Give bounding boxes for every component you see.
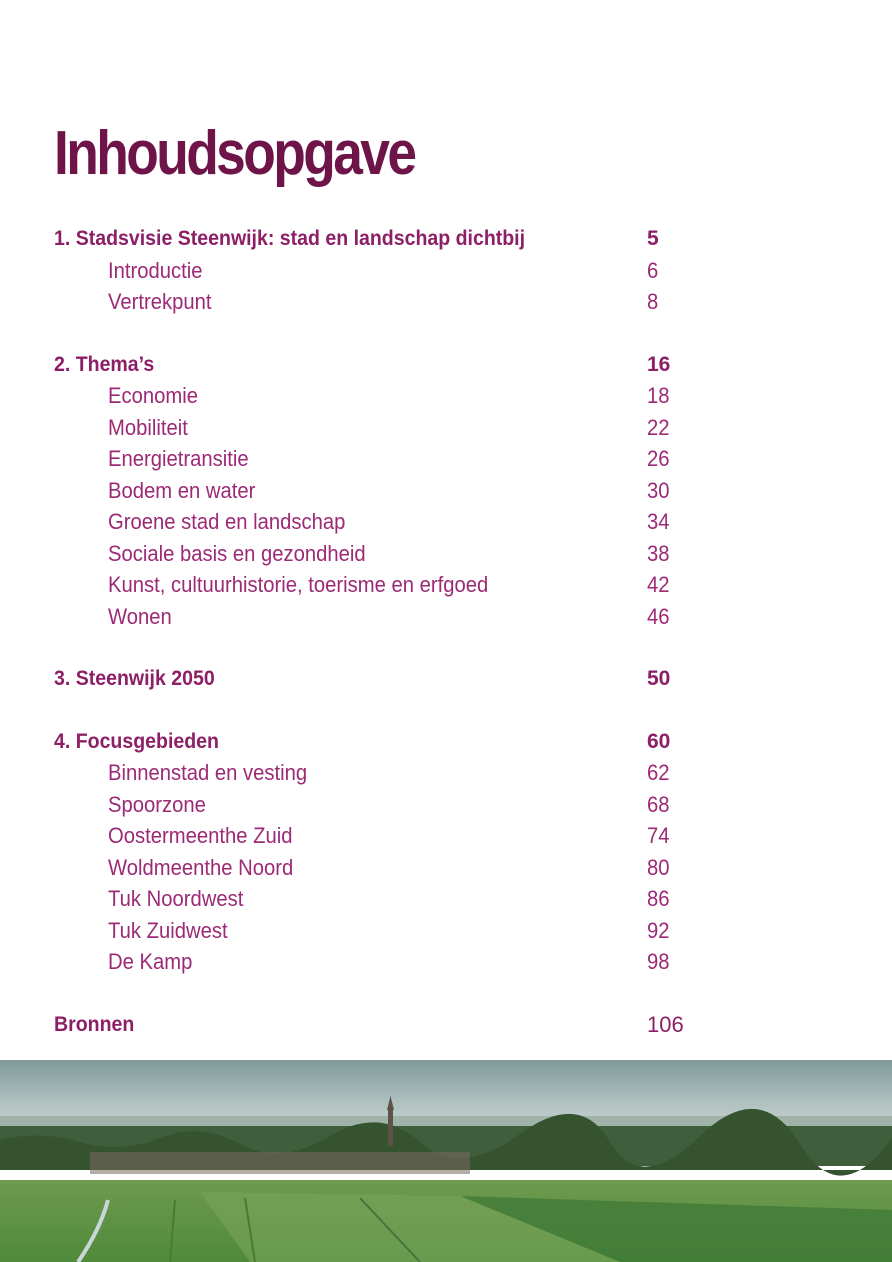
toc-item-page: 6	[647, 257, 659, 283]
toc-item[interactable]	[0, 255, 892, 287]
toc-item-label: Spoorzone	[108, 791, 206, 817]
toc-item-label: Mobiliteit	[108, 414, 188, 440]
page-title: Inhoudsopgave	[54, 119, 415, 188]
toc-item-label: Bodem en water	[108, 477, 256, 503]
toc-item[interactable]	[0, 852, 892, 884]
toc-item-page: 86	[647, 886, 670, 911]
toc-item-page: 62	[647, 760, 670, 785]
toc-item[interactable]	[0, 538, 892, 570]
toc-item-label: Wonen	[108, 603, 172, 629]
town-roofs	[90, 1152, 470, 1174]
toc-heading-label: 3. Steenwijk 2050	[54, 667, 215, 690]
toc-item[interactable]	[0, 601, 892, 633]
toc-item-page: 80	[647, 854, 670, 880]
toc-item-page: 42	[647, 572, 670, 597]
landscape-photo	[0, 1060, 892, 1262]
toc-item-label: Woldmeenthe Noord	[108, 854, 294, 880]
toc-item-label: Tuk Zuidwest	[108, 917, 228, 943]
toc-heading-page: 50	[647, 667, 671, 690]
toc-item-label: Binnenstad en vesting	[108, 760, 308, 785]
toc-item-label: Introductie	[108, 257, 203, 283]
toc-section-4	[0, 726, 892, 978]
toc-item-page: 30	[647, 477, 670, 503]
table-of-contents	[0, 223, 892, 1071]
toc-heading[interactable]	[0, 223, 892, 255]
toc-item-label: De Kamp	[108, 949, 193, 974]
toc-item[interactable]	[0, 412, 892, 444]
toc-item[interactable]	[0, 286, 892, 318]
toc-item-label: Kunst, cultuurhistorie, toerisme en erfgoed	[108, 572, 489, 597]
toc-item[interactable]	[0, 475, 892, 507]
toc-heading-label: Bronnen	[54, 1012, 135, 1036]
toc-item-page: 68	[647, 791, 670, 817]
toc-item[interactable]	[0, 569, 892, 601]
toc-item-page: 38	[647, 540, 670, 566]
toc-item-label: Energietransitie	[108, 446, 249, 471]
toc-item-page: 26	[647, 446, 670, 471]
toc-item[interactable]	[0, 946, 892, 978]
toc-item[interactable]	[0, 789, 892, 821]
toc-item-label: Oostermeenthe Zuid	[108, 823, 293, 848]
toc-section-3	[0, 663, 892, 695]
toc-heading-label: 4. Focusgebieden	[54, 729, 219, 753]
toc-item[interactable]	[0, 915, 892, 947]
toc-item[interactable]	[0, 443, 892, 475]
toc-section-2	[0, 349, 892, 633]
toc-item-page: 18	[647, 383, 670, 408]
toc-item-page: 74	[647, 823, 670, 848]
toc-item[interactable]	[0, 883, 892, 915]
toc-item[interactable]	[0, 506, 892, 538]
toc-heading-page: 60	[647, 729, 671, 753]
toc-item-page: 22	[647, 414, 670, 440]
toc-heading[interactable]	[0, 726, 892, 758]
toc-section-1	[0, 223, 892, 318]
toc-heading[interactable]	[0, 663, 892, 695]
toc-heading[interactable]	[0, 349, 892, 381]
church-tower	[388, 1108, 393, 1146]
toc-item[interactable]	[0, 380, 892, 412]
toc-item-label: Groene stad en landschap	[108, 509, 346, 534]
toc-heading-bronnen[interactable]	[0, 1009, 892, 1041]
toc-section-bronnen	[0, 1009, 892, 1041]
toc-item-page: 34	[647, 509, 670, 534]
toc-heading-label: 1. Stadsvisie Steenwijk: stad en landschap dichtbij	[54, 227, 526, 250]
toc-heading-page: 5	[647, 227, 659, 250]
toc-item[interactable]	[0, 820, 892, 852]
toc-item-label: Sociale basis en gezondheid	[108, 540, 366, 566]
toc-heading-label: 2. Thema’s	[54, 352, 155, 376]
toc-item-label: Economie	[108, 383, 199, 408]
toc-item-label: Vertrekpunt	[108, 289, 212, 314]
toc-item-page: 8	[647, 289, 659, 314]
toc-item-page: 46	[647, 603, 670, 629]
toc-item-label: Tuk Noordwest	[108, 886, 244, 911]
toc-item-page: 98	[647, 949, 670, 974]
toc-heading-page: 106	[647, 1011, 684, 1037]
toc-item-page: 92	[647, 917, 670, 943]
toc-item[interactable]	[0, 757, 892, 789]
toc-heading-page: 16	[647, 352, 671, 376]
